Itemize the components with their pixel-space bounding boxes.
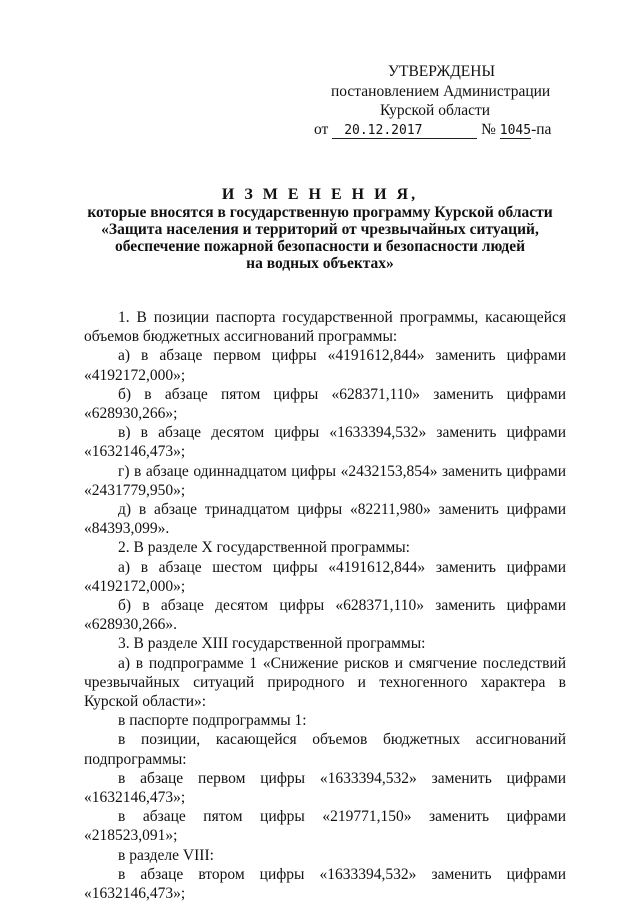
decree-label: постановлением Администрации — [331, 83, 551, 100]
paragraph-3a-fifth: в абзаце пятом цифры «219771,150» заменить цифрами «218523,091»; — [84, 808, 566, 845]
decree-date: 20.12.2017 — [332, 124, 477, 139]
region-label: Курской области — [380, 102, 491, 119]
title-line-3: обеспечение пожарной безопасности и безопасности людей — [114, 238, 526, 255]
title-heading: И З М Е Н Е Н И Я, — [221, 186, 419, 203]
approved-label: УТВЕРЖДЕНЫ — [388, 63, 495, 80]
document-title — [60, 186, 580, 272]
title-line-4: на водных объектах» — [246, 255, 394, 272]
paragraph-1e: д) в абзаце тринадцатом цифры «82211,980» заменить цифрами «84393,099». — [84, 501, 566, 538]
decree-date-number — [314, 120, 551, 140]
paragraph-2a: а) в абзаце шестом цифры «4191612,844» заменить цифрами «4192172,000»; — [84, 558, 566, 595]
number-suffix: -па — [531, 121, 552, 138]
paragraph-3a-position: в позиции, касающейся объемов бюджетных ассигнований подпрограммы: — [84, 731, 566, 768]
paragraph-3a-passport: в паспорте подпрограммы 1: — [118, 712, 307, 730]
paragraph-1b: б) в абзаце пятом цифры «628371,110» заменить цифрами «628930,266»; — [84, 385, 566, 423]
paragraph-1c: в) в абзаце десятом цифры «1633394,532» заменить цифрами «1632146,473»; — [84, 424, 566, 461]
number-sign: № — [481, 121, 496, 138]
document-body — [84, 308, 566, 903]
paragraph-1: 1. В позиции паспорта государственной программы, касающейся объемов бюджетных ассигнований программы: — [84, 309, 566, 346]
paragraph-1d: г) в абзаце одиннадцатом цифры «2432153,854» заменить цифрами «2431779,950»; — [84, 462, 566, 499]
paragraph-3a-first: в абзаце первом цифры «1633394,532» заменить цифрами «1632146,473»; — [84, 769, 566, 807]
paragraph-2: 2. В разделе X государственной программы: — [118, 539, 410, 557]
paragraph-3a-section8: в разделе VIII: — [118, 846, 214, 864]
title-line-1: которые вносятся в государственную программу Курской области — [87, 204, 553, 221]
from-label: от — [314, 121, 329, 138]
paragraph-3: 3. В разделе XIII государственной программы: — [118, 635, 426, 653]
paragraph-3a: а) в подпрограмме 1 «Снижение рисков и смягчение последствий чрезвычайных ситуаций природного и техногенного характера в Курской области»: — [84, 654, 566, 711]
paragraph-1a: а) в абзаце первом цифры «4191612,844» заменить цифрами «4192172,000»; — [84, 347, 566, 384]
decree-number: 1045 — [499, 123, 532, 138]
title-line-2: «Защита населения и территорий от чрезвычайных ситуаций, — [101, 221, 539, 238]
paragraph-3a-second: в абзаце втором цифры «1633394,532» заменить цифрами «1632146,473»; — [84, 865, 566, 903]
paragraph-2b: б) в абзаце десятом цифры «628371,110» заменить цифрами «628930,266». — [84, 597, 566, 634]
